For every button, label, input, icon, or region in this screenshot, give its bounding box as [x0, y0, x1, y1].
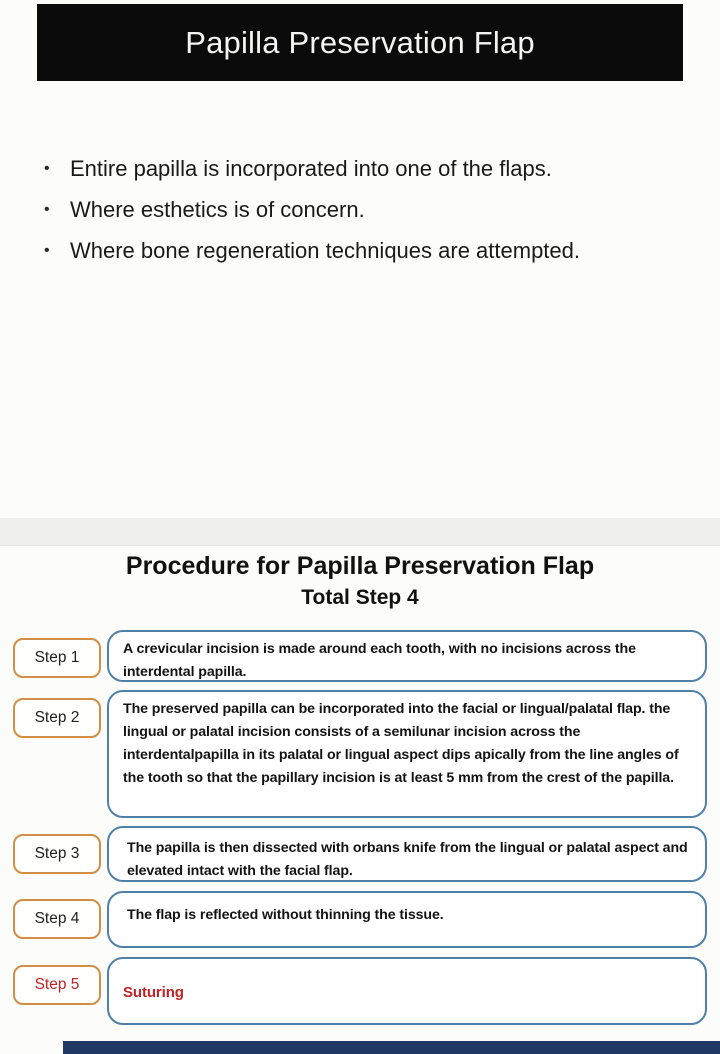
bullet-text: Entire papilla is incorporated into one of the flaps.	[70, 156, 552, 181]
bottom-accent-bar	[63, 1041, 720, 1054]
bullet-item	[44, 237, 706, 265]
step-row-5	[0, 957, 720, 1025]
step-5-label: Step 5	[34, 976, 80, 993]
step-4-description: The flap is reflected without thinning the tissue.	[107, 891, 707, 948]
step-5-description: Suturing	[107, 957, 707, 1025]
step-3-label-box	[13, 834, 101, 874]
procedure-heading: Procedure for Papilla Preservation Flap	[125, 552, 595, 580]
step-row-3	[0, 826, 720, 882]
step-4-label: Step 4	[34, 910, 80, 927]
step-row-4	[0, 891, 720, 948]
section-divider-band	[0, 518, 720, 546]
step-2-label: Step 2	[34, 709, 80, 726]
step-1-label-box	[13, 638, 101, 678]
bullet-text: Where bone regeneration techniques are attempted.	[70, 238, 580, 263]
bullet-icon: •	[44, 242, 50, 259]
step-row-1	[0, 630, 720, 682]
title-bar	[37, 4, 683, 81]
procedure-subheading: Total Step 4	[301, 586, 419, 609]
step-2-label-box	[13, 698, 101, 738]
bullet-list	[44, 155, 706, 278]
bullet-text: Where esthetics is of concern.	[70, 197, 365, 222]
bullet-item	[44, 196, 706, 224]
step-5-label-box	[13, 965, 101, 1005]
page-title: Papilla Preservation Flap	[185, 24, 535, 60]
step-1-description: A crevicular incision is made around each tooth, with no incisions across the interdental papilla.	[107, 630, 707, 682]
step-2-description: The preserved papilla can be incorporated into the facial or lingual/palatal flap. the lingual or palatal incision consists of a semilunar incision across the interdentalpapilla in its palatal or lingual aspect dips apically from the line angles of the tooth so that the papillary incision is at least 5 mm from the crest of the papilla.	[107, 690, 707, 818]
step-3-description: The papilla is then dissected with orbans knife from the lingual or palatal aspect and elevated intact with the facial flap.	[107, 826, 707, 882]
step-4-label-box	[13, 899, 101, 939]
bullet-item	[44, 155, 706, 183]
bullet-icon: •	[44, 160, 50, 177]
step-3-label: Step 3	[34, 845, 80, 862]
bullet-icon: •	[44, 201, 50, 218]
step-1-label: Step 1	[34, 649, 80, 666]
step-row-2	[0, 690, 720, 818]
